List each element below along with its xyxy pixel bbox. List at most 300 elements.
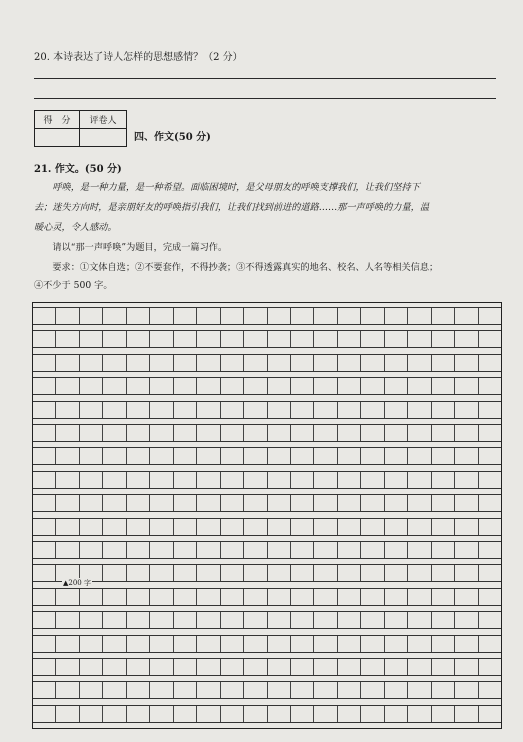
grid-cell[interactable] xyxy=(221,308,244,324)
grid-cell[interactable] xyxy=(479,355,501,371)
grid-cell[interactable] xyxy=(432,308,455,324)
grid-cell[interactable] xyxy=(361,495,384,511)
grid-cell[interactable] xyxy=(103,308,126,324)
grid-cell[interactable] xyxy=(385,659,408,675)
grid-cell[interactable] xyxy=(150,331,173,347)
grid-cell[interactable] xyxy=(80,589,103,605)
grid-cell[interactable] xyxy=(56,682,79,698)
grid-cell[interactable] xyxy=(361,589,384,605)
grid-cell[interactable] xyxy=(127,682,150,698)
grid-cell[interactable] xyxy=(385,542,408,558)
grid-cell[interactable] xyxy=(103,636,126,652)
grid-cell[interactable] xyxy=(338,682,361,698)
grid-cell[interactable] xyxy=(338,378,361,394)
grid-cell[interactable] xyxy=(268,519,291,535)
grid-cell[interactable] xyxy=(479,378,501,394)
grid-cell[interactable] xyxy=(197,706,220,722)
grid-cell[interactable] xyxy=(314,542,337,558)
grid-cell[interactable] xyxy=(103,589,126,605)
grid-cell[interactable] xyxy=(103,448,126,464)
grid-cell[interactable] xyxy=(455,472,478,488)
grid-cell[interactable] xyxy=(174,331,197,347)
grid-cell[interactable] xyxy=(127,659,150,675)
grid-cell[interactable] xyxy=(174,612,197,628)
grid-cell[interactable] xyxy=(244,331,267,347)
grid-cell[interactable] xyxy=(150,636,173,652)
grid-cell[interactable] xyxy=(103,659,126,675)
grid-cell[interactable] xyxy=(385,425,408,441)
grid-cell[interactable] xyxy=(479,659,501,675)
grid-cell[interactable] xyxy=(479,589,501,605)
grid-cell[interactable] xyxy=(33,378,56,394)
grid-cell[interactable] xyxy=(150,472,173,488)
grid-cell[interactable] xyxy=(479,308,501,324)
grid-cell[interactable] xyxy=(80,682,103,698)
grid-cell[interactable] xyxy=(244,448,267,464)
grid-cell[interactable] xyxy=(174,636,197,652)
grid-cell[interactable] xyxy=(33,589,56,605)
grid-cell[interactable] xyxy=(127,425,150,441)
grid-cell[interactable] xyxy=(268,355,291,371)
grid-cell[interactable] xyxy=(197,519,220,535)
grid-cell[interactable] xyxy=(33,519,56,535)
grid-cell[interactable] xyxy=(455,542,478,558)
grid-cell[interactable] xyxy=(361,472,384,488)
grid-cell[interactable] xyxy=(33,448,56,464)
grid-cell[interactable] xyxy=(33,495,56,511)
grid-cell[interactable] xyxy=(103,706,126,722)
grid-cell[interactable] xyxy=(361,706,384,722)
grid-cell[interactable] xyxy=(408,448,431,464)
grid-cell[interactable] xyxy=(291,682,314,698)
grid-cell[interactable] xyxy=(150,706,173,722)
grid-cell[interactable] xyxy=(221,472,244,488)
grid-cell[interactable] xyxy=(291,612,314,628)
grid-cell[interactable] xyxy=(174,589,197,605)
grid-cell[interactable] xyxy=(432,659,455,675)
grid-cell[interactable] xyxy=(221,355,244,371)
grid-cell[interactable] xyxy=(56,425,79,441)
grid-cell[interactable] xyxy=(268,472,291,488)
grid-cell[interactable] xyxy=(244,355,267,371)
grid-cell[interactable] xyxy=(150,589,173,605)
grid-cell[interactable] xyxy=(268,495,291,511)
grid-cell[interactable] xyxy=(408,355,431,371)
grid-cell[interactable] xyxy=(455,565,478,581)
grid-cell[interactable] xyxy=(127,355,150,371)
grid-cell[interactable] xyxy=(314,636,337,652)
grid-cell[interactable] xyxy=(127,542,150,558)
grid-cell[interactable] xyxy=(197,542,220,558)
grid-cell[interactable] xyxy=(432,425,455,441)
grid-cell[interactable] xyxy=(150,448,173,464)
grid-cell[interactable] xyxy=(103,402,126,418)
grid-cell[interactable] xyxy=(291,331,314,347)
grid-cell[interactable] xyxy=(103,472,126,488)
grid-cell[interactable] xyxy=(127,612,150,628)
grid-cell[interactable] xyxy=(244,589,267,605)
grid-cell[interactable] xyxy=(103,519,126,535)
grid-cell[interactable] xyxy=(127,565,150,581)
grid-cell[interactable] xyxy=(361,565,384,581)
grid-cell[interactable] xyxy=(432,448,455,464)
grid-cell[interactable] xyxy=(268,308,291,324)
grid-cell[interactable] xyxy=(221,612,244,628)
grid-cell[interactable] xyxy=(385,378,408,394)
grid-cell[interactable] xyxy=(80,636,103,652)
grid-cell[interactable] xyxy=(432,378,455,394)
grid-cell[interactable] xyxy=(56,659,79,675)
grid-cell[interactable] xyxy=(33,472,56,488)
grid-cell[interactable] xyxy=(314,331,337,347)
grid-cell[interactable] xyxy=(314,589,337,605)
grid-cell[interactable] xyxy=(361,378,384,394)
grid-cell[interactable] xyxy=(127,636,150,652)
grid-cell[interactable] xyxy=(338,402,361,418)
grid-cell[interactable] xyxy=(244,706,267,722)
grid-cell[interactable] xyxy=(221,519,244,535)
grid-cell[interactable] xyxy=(291,542,314,558)
grid-cell[interactable] xyxy=(56,495,79,511)
grid-cell[interactable] xyxy=(103,425,126,441)
grid-cell[interactable] xyxy=(56,308,79,324)
grid-cell[interactable] xyxy=(479,542,501,558)
grid-cell[interactable] xyxy=(314,425,337,441)
grid-cell[interactable] xyxy=(268,448,291,464)
grid-cell[interactable] xyxy=(338,331,361,347)
grid-cell[interactable] xyxy=(455,636,478,652)
grid-cell[interactable] xyxy=(361,682,384,698)
grid-cell[interactable] xyxy=(432,472,455,488)
grid-cell[interactable] xyxy=(33,659,56,675)
grid-cell[interactable] xyxy=(408,565,431,581)
grid-cell[interactable] xyxy=(338,542,361,558)
grid-cell[interactable] xyxy=(291,425,314,441)
grid-cell[interactable] xyxy=(221,331,244,347)
grid-cell[interactable] xyxy=(432,612,455,628)
grid-cell[interactable] xyxy=(221,448,244,464)
grid-cell[interactable] xyxy=(103,565,126,581)
grid-cell[interactable] xyxy=(33,565,56,581)
grid-cell[interactable] xyxy=(291,636,314,652)
grid-cell[interactable] xyxy=(56,448,79,464)
grid-cell[interactable] xyxy=(197,425,220,441)
grid-cell[interactable] xyxy=(56,355,79,371)
grid-cell[interactable] xyxy=(244,495,267,511)
grid-cell[interactable] xyxy=(314,448,337,464)
grid-cell[interactable] xyxy=(385,565,408,581)
composition-grid[interactable] xyxy=(32,302,502,729)
grid-cell[interactable] xyxy=(197,612,220,628)
grid-cell[interactable] xyxy=(174,472,197,488)
grid-cell[interactable] xyxy=(127,402,150,418)
grid-cell[interactable] xyxy=(408,589,431,605)
grid-cell[interactable] xyxy=(244,308,267,324)
score-cell[interactable] xyxy=(35,129,80,147)
grid-cell[interactable] xyxy=(361,308,384,324)
grid-cell[interactable] xyxy=(174,706,197,722)
grid-cell[interactable] xyxy=(56,636,79,652)
grid-cell[interactable] xyxy=(221,402,244,418)
grid-cell[interactable] xyxy=(221,659,244,675)
grid-cell[interactable] xyxy=(479,612,501,628)
grid-cell[interactable] xyxy=(197,308,220,324)
grid-cell[interactable] xyxy=(314,612,337,628)
grid-cell[interactable] xyxy=(33,636,56,652)
grid-cell[interactable] xyxy=(174,378,197,394)
grid-cell[interactable] xyxy=(56,378,79,394)
grid-cell[interactable] xyxy=(174,659,197,675)
grid-cell[interactable] xyxy=(479,519,501,535)
grid-cell[interactable] xyxy=(291,378,314,394)
grid-cell[interactable] xyxy=(291,659,314,675)
grid-cell[interactable] xyxy=(56,542,79,558)
grid-cell[interactable] xyxy=(80,542,103,558)
grid-cell[interactable] xyxy=(314,472,337,488)
grid-cell[interactable] xyxy=(268,612,291,628)
grid-cell[interactable] xyxy=(314,378,337,394)
grid-cell[interactable] xyxy=(56,519,79,535)
grid-cell[interactable] xyxy=(432,589,455,605)
grid-cell[interactable] xyxy=(221,706,244,722)
answer-line-2[interactable] xyxy=(34,98,496,99)
grid-cell[interactable] xyxy=(314,402,337,418)
grid-cell[interactable] xyxy=(197,378,220,394)
grid-cell[interactable] xyxy=(197,402,220,418)
grid-cell[interactable] xyxy=(455,331,478,347)
grid-cell[interactable] xyxy=(174,565,197,581)
grid-cell[interactable] xyxy=(455,355,478,371)
grid-cell[interactable] xyxy=(361,519,384,535)
grid-cell[interactable] xyxy=(103,331,126,347)
grid-cell[interactable] xyxy=(244,402,267,418)
grid-cell[interactable] xyxy=(291,472,314,488)
grid-cell[interactable] xyxy=(80,519,103,535)
grid-cell[interactable] xyxy=(432,519,455,535)
grid-cell[interactable] xyxy=(455,589,478,605)
grid-cell[interactable] xyxy=(338,472,361,488)
grid-cell[interactable] xyxy=(338,589,361,605)
grid-cell[interactable] xyxy=(80,331,103,347)
grid-cell[interactable] xyxy=(479,425,501,441)
grid-cell[interactable] xyxy=(268,378,291,394)
grid-cell[interactable] xyxy=(56,402,79,418)
grid-cell[interactable] xyxy=(268,659,291,675)
grid-cell[interactable] xyxy=(361,355,384,371)
grid-cell[interactable] xyxy=(314,495,337,511)
grid-cell[interactable] xyxy=(221,495,244,511)
grid-cell[interactable] xyxy=(103,542,126,558)
grid-cell[interactable] xyxy=(80,659,103,675)
grid-cell[interactable] xyxy=(33,612,56,628)
grid-cell[interactable] xyxy=(127,308,150,324)
grid-cell[interactable] xyxy=(244,682,267,698)
grid-cell[interactable] xyxy=(314,308,337,324)
grid-cell[interactable] xyxy=(127,495,150,511)
grid-cell[interactable] xyxy=(80,378,103,394)
grid-cell[interactable] xyxy=(432,495,455,511)
grid-cell[interactable] xyxy=(80,425,103,441)
grid-cell[interactable] xyxy=(197,682,220,698)
grid-cell[interactable] xyxy=(150,612,173,628)
grid-cell[interactable] xyxy=(314,682,337,698)
grid-cell[interactable] xyxy=(385,448,408,464)
answer-line-1[interactable] xyxy=(34,78,496,79)
grid-cell[interactable] xyxy=(338,612,361,628)
grid-cell[interactable] xyxy=(244,519,267,535)
grid-cell[interactable] xyxy=(432,402,455,418)
grid-cell[interactable] xyxy=(338,448,361,464)
grid-cell[interactable] xyxy=(80,495,103,511)
grid-cell[interactable] xyxy=(408,425,431,441)
grid-cell[interactable] xyxy=(33,425,56,441)
grid-cell[interactable] xyxy=(291,706,314,722)
grid-cell[interactable] xyxy=(314,519,337,535)
grid-cell[interactable] xyxy=(479,495,501,511)
grid-cell[interactable] xyxy=(455,682,478,698)
grid-cell[interactable] xyxy=(56,612,79,628)
grid-cell[interactable] xyxy=(80,472,103,488)
grid-cell[interactable] xyxy=(244,565,267,581)
grid-cell[interactable] xyxy=(361,612,384,628)
grid-cell[interactable] xyxy=(432,355,455,371)
grid-cell[interactable] xyxy=(150,519,173,535)
grid-cell[interactable] xyxy=(244,472,267,488)
grid-cell[interactable] xyxy=(338,659,361,675)
grid-cell[interactable] xyxy=(127,331,150,347)
grid-cell[interactable] xyxy=(33,682,56,698)
grid-cell[interactable] xyxy=(385,495,408,511)
grid-cell[interactable] xyxy=(338,495,361,511)
grid-cell[interactable] xyxy=(385,682,408,698)
grid-cell[interactable] xyxy=(150,402,173,418)
grid-cell[interactable] xyxy=(127,472,150,488)
grid-cell[interactable] xyxy=(408,495,431,511)
grid-cell[interactable] xyxy=(385,331,408,347)
grid-cell[interactable] xyxy=(291,519,314,535)
grid-cell[interactable] xyxy=(221,589,244,605)
grid-cell[interactable] xyxy=(408,331,431,347)
grid-cell[interactable] xyxy=(268,425,291,441)
grid-cell[interactable] xyxy=(221,565,244,581)
grid-cell[interactable] xyxy=(197,448,220,464)
grid-cell[interactable] xyxy=(221,636,244,652)
grid-cell[interactable] xyxy=(455,308,478,324)
grid-cell[interactable] xyxy=(103,355,126,371)
grid-cell[interactable] xyxy=(291,589,314,605)
grid-cell[interactable] xyxy=(268,589,291,605)
grid-cell[interactable] xyxy=(455,448,478,464)
grid-cell[interactable] xyxy=(479,682,501,698)
grid-cell[interactable] xyxy=(314,706,337,722)
grader-cell[interactable] xyxy=(80,129,127,147)
grid-cell[interactable] xyxy=(455,659,478,675)
grid-cell[interactable] xyxy=(127,706,150,722)
grid-cell[interactable] xyxy=(479,636,501,652)
grid-cell[interactable] xyxy=(197,565,220,581)
grid-cell[interactable] xyxy=(244,542,267,558)
grid-cell[interactable] xyxy=(33,355,56,371)
grid-cell[interactable] xyxy=(268,542,291,558)
grid-cell[interactable] xyxy=(455,378,478,394)
grid-cell[interactable] xyxy=(268,636,291,652)
grid-cell[interactable] xyxy=(291,565,314,581)
grid-cell[interactable] xyxy=(408,682,431,698)
grid-cell[interactable] xyxy=(338,308,361,324)
grid-cell[interactable] xyxy=(408,659,431,675)
grid-cell[interactable] xyxy=(80,308,103,324)
grid-cell[interactable] xyxy=(408,706,431,722)
grid-cell[interactable] xyxy=(56,706,79,722)
grid-cell[interactable] xyxy=(268,331,291,347)
grid-cell[interactable] xyxy=(408,378,431,394)
grid-cell[interactable] xyxy=(174,682,197,698)
grid-cell[interactable] xyxy=(221,425,244,441)
grid-cell[interactable] xyxy=(291,402,314,418)
grid-cell[interactable] xyxy=(150,425,173,441)
grid-cell[interactable] xyxy=(385,355,408,371)
grid-cell[interactable] xyxy=(338,636,361,652)
grid-cell[interactable] xyxy=(479,706,501,722)
grid-cell[interactable] xyxy=(314,355,337,371)
grid-cell[interactable] xyxy=(33,706,56,722)
grid-cell[interactable] xyxy=(361,542,384,558)
grid-cell[interactable] xyxy=(455,612,478,628)
grid-cell[interactable] xyxy=(56,589,79,605)
grid-cell[interactable] xyxy=(150,659,173,675)
grid-cell[interactable] xyxy=(385,589,408,605)
grid-cell[interactable] xyxy=(385,706,408,722)
grid-cell[interactable] xyxy=(268,565,291,581)
grid-cell[interactable] xyxy=(33,542,56,558)
grid-cell[interactable] xyxy=(432,542,455,558)
grid-cell[interactable] xyxy=(56,472,79,488)
grid-cell[interactable] xyxy=(361,636,384,652)
grid-cell[interactable] xyxy=(479,565,501,581)
grid-cell[interactable] xyxy=(197,589,220,605)
grid-cell[interactable] xyxy=(221,378,244,394)
grid-cell[interactable] xyxy=(127,589,150,605)
grid-cell[interactable] xyxy=(244,636,267,652)
grid-cell[interactable] xyxy=(103,378,126,394)
grid-cell[interactable] xyxy=(150,308,173,324)
grid-cell[interactable] xyxy=(150,378,173,394)
grid-cell[interactable] xyxy=(174,519,197,535)
grid-cell[interactable] xyxy=(385,612,408,628)
grid-cell[interactable] xyxy=(314,659,337,675)
grid-cell[interactable] xyxy=(244,612,267,628)
grid-cell[interactable] xyxy=(408,612,431,628)
grid-cell[interactable] xyxy=(33,331,56,347)
grid-cell[interactable] xyxy=(268,682,291,698)
grid-cell[interactable] xyxy=(408,472,431,488)
grid-cell[interactable] xyxy=(432,331,455,347)
grid-cell[interactable] xyxy=(268,706,291,722)
grid-cell[interactable] xyxy=(174,308,197,324)
grid-cell[interactable] xyxy=(385,308,408,324)
grid-cell[interactable] xyxy=(455,519,478,535)
grid-cell[interactable] xyxy=(197,659,220,675)
grid-cell[interactable] xyxy=(103,682,126,698)
grid-cell[interactable] xyxy=(268,402,291,418)
grid-cell[interactable] xyxy=(174,448,197,464)
grid-cell[interactable] xyxy=(455,495,478,511)
grid-cell[interactable] xyxy=(80,448,103,464)
grid-cell[interactable] xyxy=(174,495,197,511)
grid-cell[interactable] xyxy=(174,425,197,441)
grid-cell[interactable] xyxy=(479,331,501,347)
grid-cell[interactable] xyxy=(127,519,150,535)
